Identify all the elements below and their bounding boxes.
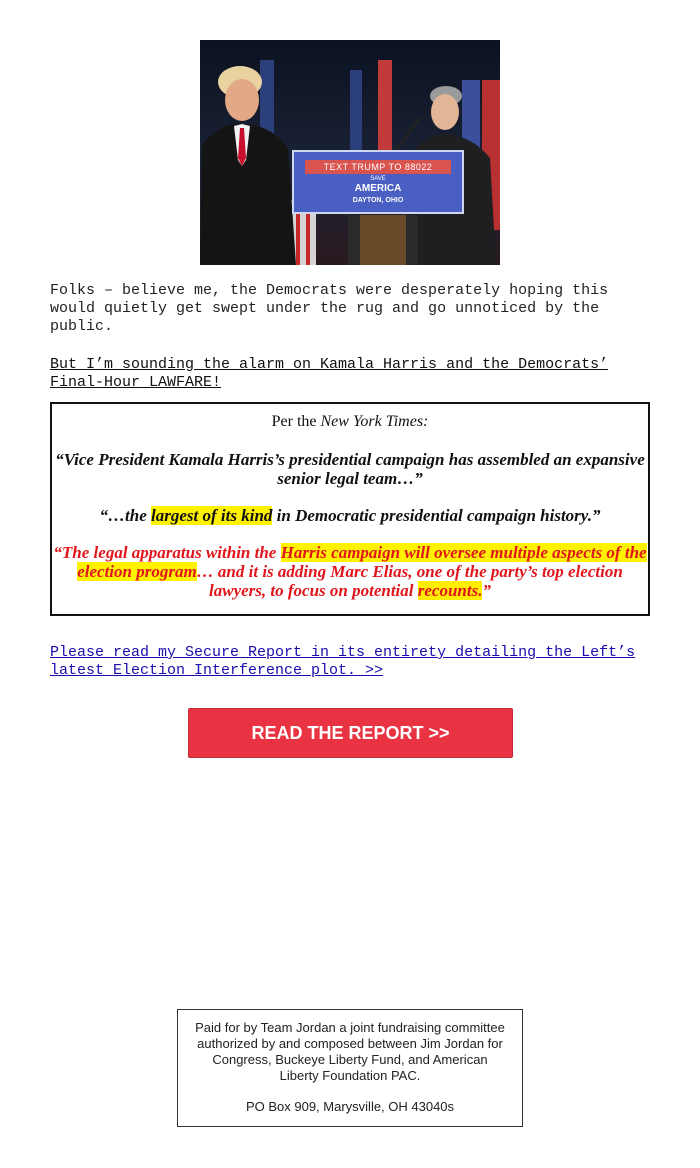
quote-source-name: New York Times: [320, 413, 429, 430]
quote-source-prefix: Per the [271, 413, 321, 430]
secure-report-link[interactable]: Please read my Secure Report in its entirety detailing the Left’s latest Election Interference plot. >> [50, 644, 636, 679]
sign-save-text: SAVE [370, 176, 386, 182]
quote-source-line [52, 412, 648, 432]
sign-city-text: DAYTON, OHIO [352, 197, 404, 204]
mailing-address: PO Box 909, Marysville, OH 43040s [245, 1099, 455, 1114]
podium-sign [292, 150, 464, 214]
alarm-paragraph: But I’m sounding the alarm on Kamala Harris and the Democrats’ Final-Hour LAWFARE! [50, 356, 609, 391]
quote-recounts-highlight: recounts. [417, 581, 483, 600]
quote-legal-team: “Vice President Kamala Harris’s presidential campaign has assembled an expansive senior legal team…” [55, 450, 645, 488]
quote-apparatus-a: “The legal apparatus within the [53, 543, 281, 562]
quote-apparatus-c: ” [482, 581, 491, 600]
sign-america-text: AMERICA [354, 183, 402, 194]
read-report-button[interactable]: READ THE REPORT >> [188, 708, 513, 758]
quote-legal-apparatus [52, 543, 648, 600]
quote-largest-before: “…the [99, 506, 152, 525]
quote-largest [52, 506, 648, 525]
quote-apparatus-b: … and it is adding Marc Elias, one of the party’s top election lawyers, to focus on potential [196, 562, 623, 600]
hero-photo [200, 40, 500, 265]
intro-paragraph: Folks – believe me, the Democrats were desperately hoping this would quietly get swept under the rug and go unnoticed by the public. [50, 282, 609, 335]
disclaimer-text: Paid for by Team Jordan a joint fundraising committee authorized by and composed between Jim Jordan for Congress, Buckeye Liberty Fund, and American Liberty Foundation PAC. [195, 1020, 505, 1083]
sign-banner-text: TEXT TRUMP TO 88022 [305, 160, 451, 174]
nyt-quote-box [50, 402, 650, 616]
quote-largest-highlight: largest of its kind [151, 506, 273, 525]
quote-apparatus-highlight: Harris campaign will oversee multiple aspects of the election program [77, 543, 647, 581]
quote-largest-after: in Democratic presidential campaign history.” [272, 506, 601, 525]
paid-for-disclaimer [177, 1009, 523, 1127]
